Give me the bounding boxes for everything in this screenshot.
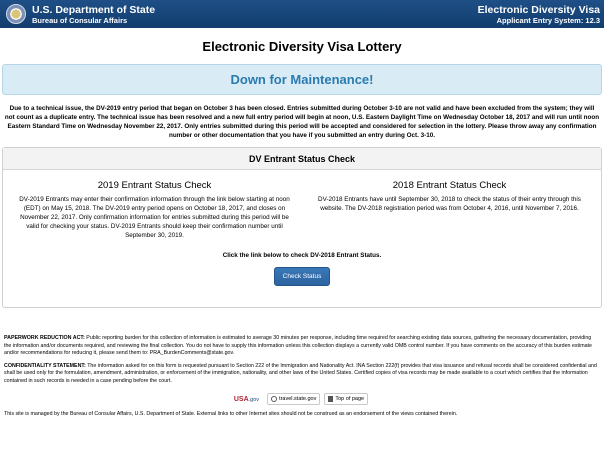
bureau-name: Bureau of Consular Affairs bbox=[32, 15, 128, 25]
maintenance-notice: Due to a technical issue, the DV-2019 entry period that began on October 3 has been closed. Entries submitted during October 3-10 are not valid and have been excluded from the system; they will not count as a duplicate entry. The technical issue has been resolved and a new full entry period will begin at noon, U.S. Eastern Daylight Time on Wednesday October 18, 2017 and will run until noon Eastern Standard Time on Wednesday November 22, 2017. Only entries submitted during this period will be accepted and considered for selection in the lottery. Please throw away any confirmation number or other documentation that you have if you submitted an entry during Oct. 3-10. bbox=[4, 105, 600, 139]
maintenance-banner bbox=[2, 64, 602, 95]
site-disclaimer: This site is managed by the Bureau of Consular Affairs, U.S. Department of State. External links to other Internet sites should not be construed as an endorsement of the views contained therein. bbox=[4, 411, 458, 417]
page-title: Electronic Diversity Visa Lottery bbox=[202, 39, 402, 54]
app-title: Electronic Diversity Visa bbox=[477, 3, 600, 16]
check-status-button[interactable]: Check Status bbox=[274, 267, 331, 286]
status-2019-column bbox=[7, 179, 302, 240]
usagov-gov: .gov bbox=[248, 396, 260, 403]
top-of-page-link[interactable] bbox=[324, 393, 368, 405]
site-header bbox=[0, 0, 604, 28]
status-2018-title: 2018 Entrant Status Check bbox=[392, 180, 507, 191]
status-2018-text: DV-2018 Entrants have until September 30, 2018 to check the status of their entry through this website. The DV-2018 registration period was from October 4, 2016, until November 7, 2016. bbox=[318, 196, 581, 212]
top-link-label: Top of page bbox=[335, 396, 365, 402]
page-top-icon bbox=[328, 396, 333, 402]
app-info bbox=[478, 4, 600, 25]
status-2018-column bbox=[302, 179, 597, 240]
footer-links bbox=[0, 392, 604, 406]
brand-text bbox=[32, 4, 155, 25]
system-version: Applicant Entry System: 12.3 bbox=[496, 15, 600, 25]
usagov-usa: USA bbox=[233, 395, 249, 403]
button-wrapper bbox=[3, 265, 601, 286]
paperwork-label: PAPERWORK REDUCTION ACT: bbox=[4, 335, 85, 341]
confidentiality-text: The information asked for on this form is requested pursuant to Section 222 of the Immigration and Nationality Act. INA Section 222(f) provides that visa issuance and refusal records shall be considered confidential and shall be used only for the formulation, amendment, administration, or enforcement of the immigration, nationality, and other laws of the United States. Certified copies of visa records may be made available to a court which certifies that the information contained in such records is needed in a case pending before the court. bbox=[4, 362, 597, 384]
status-2019-title: 2019 Entrant Status Check bbox=[97, 180, 212, 191]
department-name: U.S. Department of State bbox=[32, 3, 156, 16]
check-status-instruction: Click the link below to check DV-2018 Entrant Status. bbox=[222, 252, 382, 259]
globe-icon bbox=[271, 396, 277, 402]
usagov-logo[interactable] bbox=[234, 396, 259, 403]
travel-state-gov-link[interactable] bbox=[267, 393, 320, 405]
travel-link-label: travel.state.gov bbox=[279, 396, 317, 402]
paperwork-reduction-act bbox=[0, 335, 604, 358]
maintenance-text: Down for Maintenance! bbox=[230, 72, 374, 87]
confidentiality-label: CONFIDENTIALITY STATEMENT: bbox=[4, 362, 86, 369]
status-2019-text: DV-2019 Entrants may enter their confirmation information through the link below starting at noon (EDT) on May 15, 2018. The DV-2019 entry period opens on October 18, 2017, and closes on November 22, 2017. Only confirmation information for entries submitted during this period will be valid for checking your status. DV-2019 Entrants should keep their confirmation number until September 30, 2019. bbox=[19, 196, 290, 239]
confidentiality-statement bbox=[0, 363, 604, 386]
paperwork-text: Public reporting burden for this collection of information is estimated to average 30 minutes per response, including time required for searching existing data sources, gathering the necessary documentation, providing the information and/or documents required, and reviewing the final collection. You do not have to supply this information unless this collection displays a currently valid OMB control number. If you have comments on the accuracy of this burden estimate and/or recommendations for reducing it, please send them to: PRA_BurdenComments@state.gov. bbox=[4, 335, 592, 356]
status-check-card bbox=[2, 147, 602, 308]
status-columns bbox=[3, 179, 601, 240]
brand[interactable] bbox=[6, 4, 155, 25]
status-card-heading: DV Entrant Status Check bbox=[3, 148, 601, 170]
state-department-seal-icon bbox=[6, 4, 26, 24]
